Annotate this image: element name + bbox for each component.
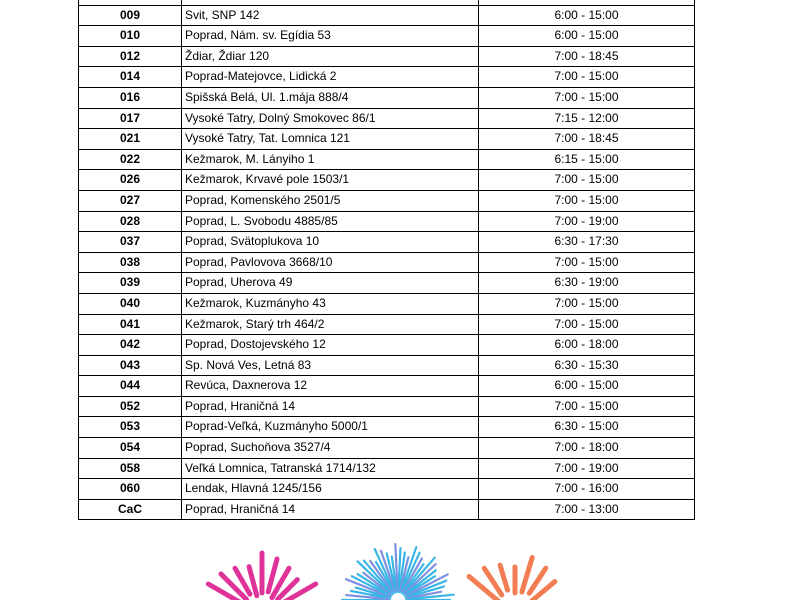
branch-code: 016 xyxy=(79,87,182,108)
opening-hours: 6:00 - 15:00 xyxy=(479,376,695,397)
branch-address: Vysoké Tatry, Tat. Lomnica 121 xyxy=(182,129,479,150)
branch-address: Poprad-Matejovce, Lidická 2 xyxy=(182,67,479,88)
opening-hours: 7:00 - 15:00 xyxy=(479,190,695,211)
branch-code: 009 xyxy=(79,5,182,26)
opening-hours: 6:30 - 19:00 xyxy=(479,273,695,294)
opening-hours: 6:30 - 15:30 xyxy=(479,355,695,376)
branch-address: Poprad, Pavlovova 3668/10 xyxy=(182,252,479,273)
table-row xyxy=(79,149,695,170)
branch-address: Poprad, Uherova 49 xyxy=(182,273,479,294)
branch-address: Kežmarok, Starý trh 464/2 xyxy=(182,314,479,335)
branch-address: Vysoké Tatry, Dolný Smokovec 86/1 xyxy=(182,108,479,129)
opening-hours: 7:00 - 18:45 xyxy=(479,129,695,150)
branch-address: Lendak, Hlavná 1245/156 xyxy=(182,479,479,500)
branch-address: Kežmarok, M. Lányiho 1 xyxy=(182,149,479,170)
branch-code: 027 xyxy=(79,190,182,211)
branch-code: 054 xyxy=(79,438,182,459)
firework-salmon xyxy=(469,558,555,600)
branch-code: 026 xyxy=(79,170,182,191)
branch-address: Svit, SNP 142 xyxy=(182,5,479,26)
branch-code: 039 xyxy=(79,273,182,294)
table-row xyxy=(79,335,695,356)
branch-address: Poprad, Hraničná 14 xyxy=(182,396,479,417)
opening-hours: 7:15 - 12:00 xyxy=(479,108,695,129)
firework-pink xyxy=(208,553,315,600)
opening-hours: 7:00 - 15:00 xyxy=(479,87,695,108)
branch-code: 037 xyxy=(79,232,182,253)
branch-code: 052 xyxy=(79,396,182,417)
table-row xyxy=(79,396,695,417)
branch-hours-table xyxy=(78,0,695,520)
branch-address: Spišská Belá, Ul. 1.mája 888/4 xyxy=(182,87,479,108)
branch-code: 044 xyxy=(79,376,182,397)
table-row xyxy=(79,190,695,211)
opening-hours: 7:00 - 18:00 xyxy=(479,438,695,459)
opening-hours: 7:00 - 15:00 xyxy=(479,396,695,417)
branch-code: 010 xyxy=(79,26,182,47)
opening-hours: 7:00 - 15:00 xyxy=(479,314,695,335)
firework-cyan xyxy=(342,544,454,600)
branch-code: 021 xyxy=(79,129,182,150)
table-row xyxy=(79,293,695,314)
table-row xyxy=(79,26,695,47)
branch-address: Poprad, Hraničná 14 xyxy=(182,499,479,520)
table-row xyxy=(79,252,695,273)
branch-address: Veľká Lomnica, Tatranská 1714/132 xyxy=(182,458,479,479)
firework-ray xyxy=(500,565,507,590)
branch-code: 022 xyxy=(79,149,182,170)
branch-code: 028 xyxy=(79,211,182,232)
table-row xyxy=(79,376,695,397)
branch-code: 058 xyxy=(79,458,182,479)
opening-hours: 7:00 - 15:00 xyxy=(479,170,695,191)
table-row xyxy=(79,232,695,253)
table-row xyxy=(79,108,695,129)
opening-hours: 6:30 - 15:00 xyxy=(479,417,695,438)
table-row xyxy=(79,67,695,88)
table-row xyxy=(79,87,695,108)
branch-code: 017 xyxy=(79,108,182,129)
opening-hours: 6:00 - 18:00 xyxy=(479,335,695,356)
fireworks-icon xyxy=(0,520,800,600)
branch-code: 043 xyxy=(79,355,182,376)
opening-hours: 7:00 - 19:00 xyxy=(479,211,695,232)
opening-hours: 7:00 - 15:00 xyxy=(479,293,695,314)
branch-code: 060 xyxy=(79,479,182,500)
opening-hours: 7:00 - 15:00 xyxy=(479,252,695,273)
branch-address: Poprad, Svätoplukova 10 xyxy=(182,232,479,253)
table-row xyxy=(79,46,695,67)
opening-hours: 7:00 - 15:00 xyxy=(479,67,695,88)
opening-hours: 7:00 - 18:45 xyxy=(479,46,695,67)
table-row xyxy=(79,5,695,26)
table-row xyxy=(79,211,695,232)
branch-code: 014 xyxy=(79,67,182,88)
branch-code: 053 xyxy=(79,417,182,438)
table-row xyxy=(79,314,695,335)
branch-code: 041 xyxy=(79,314,182,335)
table-row xyxy=(79,479,695,500)
branch-code: 040 xyxy=(79,293,182,314)
opening-hours: 6:00 - 15:00 xyxy=(479,5,695,26)
branch-code: 042 xyxy=(79,335,182,356)
opening-hours: 6:00 - 15:00 xyxy=(479,26,695,47)
branch-address: Ždiar, Ždiar 120 xyxy=(182,46,479,67)
branch-address: Poprad, Dostojevského 12 xyxy=(182,335,479,356)
opening-hours: 7:00 - 13:00 xyxy=(479,499,695,520)
table-row xyxy=(79,458,695,479)
branch-address: Sp. Nová Ves, Letná 83 xyxy=(182,355,479,376)
table-row xyxy=(79,170,695,191)
branch-address: Poprad-Veľká, Kuzmányho 5000/1 xyxy=(182,417,479,438)
branch-address: Kežmarok, Kuzmányho 43 xyxy=(182,293,479,314)
opening-hours: 7:00 - 16:00 xyxy=(479,479,695,500)
branch-code: 012 xyxy=(79,46,182,67)
table-row xyxy=(79,129,695,150)
branch-code: 038 xyxy=(79,252,182,273)
table-row xyxy=(79,499,695,520)
branch-address: Poprad, Komenského 2501/5 xyxy=(182,190,479,211)
table-row xyxy=(79,273,695,294)
branch-address: Revúca, Daxnerova 12 xyxy=(182,376,479,397)
branch-code: CaC xyxy=(79,499,182,520)
branch-address: Poprad, L. Svobodu 4885/85 xyxy=(182,211,479,232)
table-row xyxy=(79,417,695,438)
opening-hours: 6:15 - 15:00 xyxy=(479,149,695,170)
table-row xyxy=(79,355,695,376)
opening-hours: 6:30 - 17:30 xyxy=(479,232,695,253)
opening-hours: 7:00 - 19:00 xyxy=(479,458,695,479)
branch-hours-table-wrapper xyxy=(78,0,695,520)
branch-address: Poprad, Suchoňova 3527/4 xyxy=(182,438,479,459)
branch-address: Poprad, Nám. sv. Egídia 53 xyxy=(182,26,479,47)
table-row xyxy=(79,438,695,459)
branch-address: Kežmarok, Krvavé pole 1503/1 xyxy=(182,170,479,191)
